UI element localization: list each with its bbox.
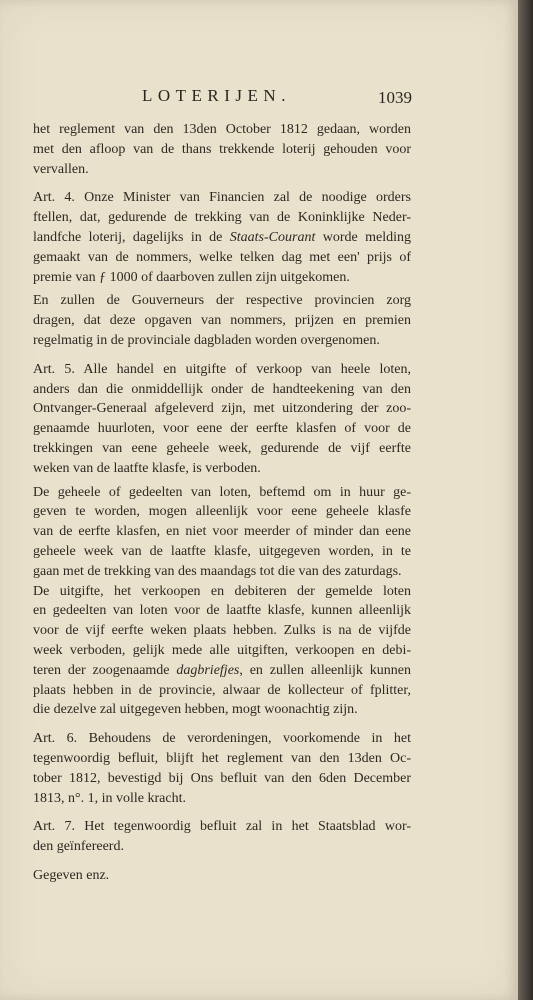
text-line: trekkingen van eene geheele week, gedurende de vijf eerfte xyxy=(33,440,411,456)
paragraph-gouverneurs xyxy=(33,291,411,350)
text-line: tober 1812, bevestigd bij Ons befluit van den 6den December xyxy=(33,770,411,786)
text-line: gemaakt van de nommers, welke telken dag met een' prijs of xyxy=(33,249,411,265)
text-line: van de eerfte klasfen, en niet voor meerder of minder dan eene xyxy=(33,524,411,540)
text-line: geven te worden, mogen alleenlijk voor eene geheele klasfe xyxy=(33,504,411,520)
text-line: Art. 7. Het tegenwoordig befluit zal in het Staatsblad wor- xyxy=(33,819,411,835)
text-line: De geheele of gedeelten van loten, beftemd om in huur ge- xyxy=(33,484,411,500)
text-line: premie van ƒ 1000 of daarboven zullen zijn uitgekomen. xyxy=(33,269,350,285)
text-line: gaan met de trekking van des maandags tot die van des zaturdags. xyxy=(33,563,402,579)
paragraph-uitgifte xyxy=(33,582,411,721)
paragraph-art-7 xyxy=(33,817,411,857)
text-line: en gedeelten van loten voor de laatfte klasfe, kunnen alleenlijk xyxy=(33,603,411,619)
paragraph-art-5 xyxy=(33,360,411,479)
text-line: Ontvanger-Generaal afgeleverd zijn, met uitzondering der zoo- xyxy=(33,401,411,417)
text-line: Art. 5. Alle handel en uitgifte of verkoop van heele loten, xyxy=(33,361,411,377)
text-line: genaamde huurloten, voor eene der eerfte klasfen of voor de xyxy=(33,421,411,437)
page-number: 1039 xyxy=(378,88,412,107)
text-line: geheele week van de laatfte klasfe, uitgegeven worden, in te xyxy=(33,543,411,559)
body-text xyxy=(33,120,411,886)
text-line: anders dan die onmiddellijk onder de handteekening van den xyxy=(33,381,411,397)
text-line: tegenwoordig befluit, blijft het reglement van den 13den Oc- xyxy=(33,750,411,766)
running-head: LOTERIJEN. xyxy=(142,86,291,105)
text-line: week verboden, gelijk mede alle uitgiften, verkoopen en debi- xyxy=(33,642,411,658)
text-line: 1813, n°. 1, in volle kracht. xyxy=(33,790,186,806)
text-line: ftellen, dat, gedurende de trekking van de Koninklijke Neder- xyxy=(33,210,411,226)
text-line: landfche loterij, dagelijks in de Staats-Courant worde melding xyxy=(33,229,412,245)
text-line: Gegeven enz. xyxy=(33,867,110,883)
paragraph-art-4 xyxy=(33,188,411,287)
text-line: En zullen de Gouverneurs der respective provincien zorg xyxy=(33,293,411,309)
text-line: vervallen. xyxy=(33,161,89,177)
text-line: voor de vijf eerfte weken plaats hebben. Zulks is na de vijfde xyxy=(33,623,411,639)
text-line: teren der zoogenaamde dagbriefjes, en zullen alleenlijk kunnen xyxy=(33,662,411,678)
paragraph-gedeelten xyxy=(33,483,411,582)
text-line: Art. 6. Behoudens de verordeningen, voorkomende in het xyxy=(33,731,411,747)
page-edge-shadow xyxy=(518,0,533,1000)
text-line: het reglement van den 13den October 1812 gedaan, worden xyxy=(33,122,411,137)
paragraph-closing xyxy=(33,866,411,886)
text-line: De uitgifte, het verkoopen en debiteren der gemelde loten xyxy=(33,583,411,599)
paragraph-art-6 xyxy=(33,729,411,808)
text-line: met den afloop van de thans trekkende loterij gehouden voor xyxy=(33,141,411,157)
text-line: Art. 4. Onze Minister van Financien zal de noodige orders xyxy=(33,190,411,206)
page-header xyxy=(0,86,518,110)
text-line: den geïnfereerd. xyxy=(33,839,124,855)
paragraph-1 xyxy=(33,120,411,179)
text-line: dragen, dat deze opgaven van nommers, prijzen en premien xyxy=(33,313,411,329)
text-line: plaats hebben in de provincie, alwaar de kollecteur of fplitter, xyxy=(33,682,411,698)
text-line: die dezelve zal uitgegeven hebben, mogt woonachtig zijn. xyxy=(33,702,358,718)
text-line: regelmatig in de provinciale dagbladen worden overgenomen. xyxy=(33,332,380,348)
text-line: weken van de laatfte klasfe, is verboden. xyxy=(33,460,261,476)
